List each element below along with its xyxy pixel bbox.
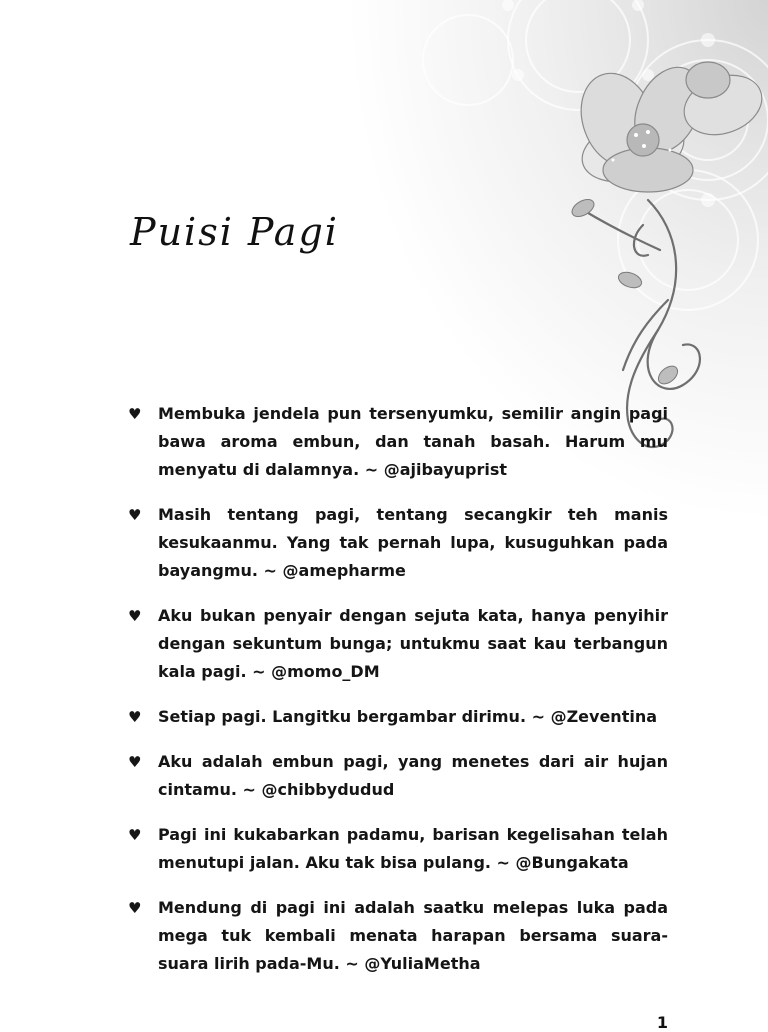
poem-item <box>128 894 668 978</box>
heart-bullet-icon: ♥ <box>128 826 142 844</box>
page-title: Puisi Pagi <box>130 210 339 254</box>
heart-bullet-icon: ♥ <box>128 405 142 423</box>
poem-text: Pagi ini kukabarkan padamu, barisan kegelisahan telah menutupi jalan. Aku tak bisa pulang. ~ @Bungakata <box>158 825 668 872</box>
poem-item <box>128 703 668 731</box>
page-number: 1 <box>656 1013 668 1032</box>
heart-bullet-icon: ♥ <box>128 607 142 625</box>
heart-bullet-icon: ♥ <box>128 708 142 726</box>
poem-text: Aku bukan penyair dengan sejuta kata, hanya penyihir dengan sekuntum bunga; untukmu saat kau terbangun kala pagi. ~ @momo_DM <box>158 606 668 681</box>
poem-item <box>128 501 668 585</box>
poem-text: Membuka jendela pun tersenyumku, semilir angin pagi bawa aroma embun, dan tanah basah. Harum mu menyatu di dalamnya. ~ @ajibayuprist <box>158 404 668 479</box>
poem-item <box>128 748 668 804</box>
poem-text: Masih tentang pagi, tentang secangkir teh manis kesukaanmu. Yang tak pernah lupa, kusuguhkan pada bayangmu. ~ @amepharme <box>158 505 668 580</box>
heart-bullet-icon: ♥ <box>128 753 142 771</box>
poem-item <box>128 821 668 877</box>
poem-text: Setiap pagi. Langitku bergambar dirimu. ~ @Zeventina <box>158 707 658 726</box>
heart-bullet-icon: ♥ <box>128 899 142 917</box>
poem-text: Mendung di pagi ini adalah saatku melepas luka pada mega tuk kembali menata harapan bersama suara-suara lirih pada-Mu. ~ @YuliaMetha <box>158 898 668 973</box>
poem-item <box>128 602 668 686</box>
poem-item <box>128 400 668 484</box>
poem-text: Aku adalah embun pagi, yang menetes dari air hujan cintamu. ~ @chibbydudud <box>158 752 668 799</box>
poem-list <box>128 400 668 995</box>
heart-bullet-icon: ♥ <box>128 506 142 524</box>
